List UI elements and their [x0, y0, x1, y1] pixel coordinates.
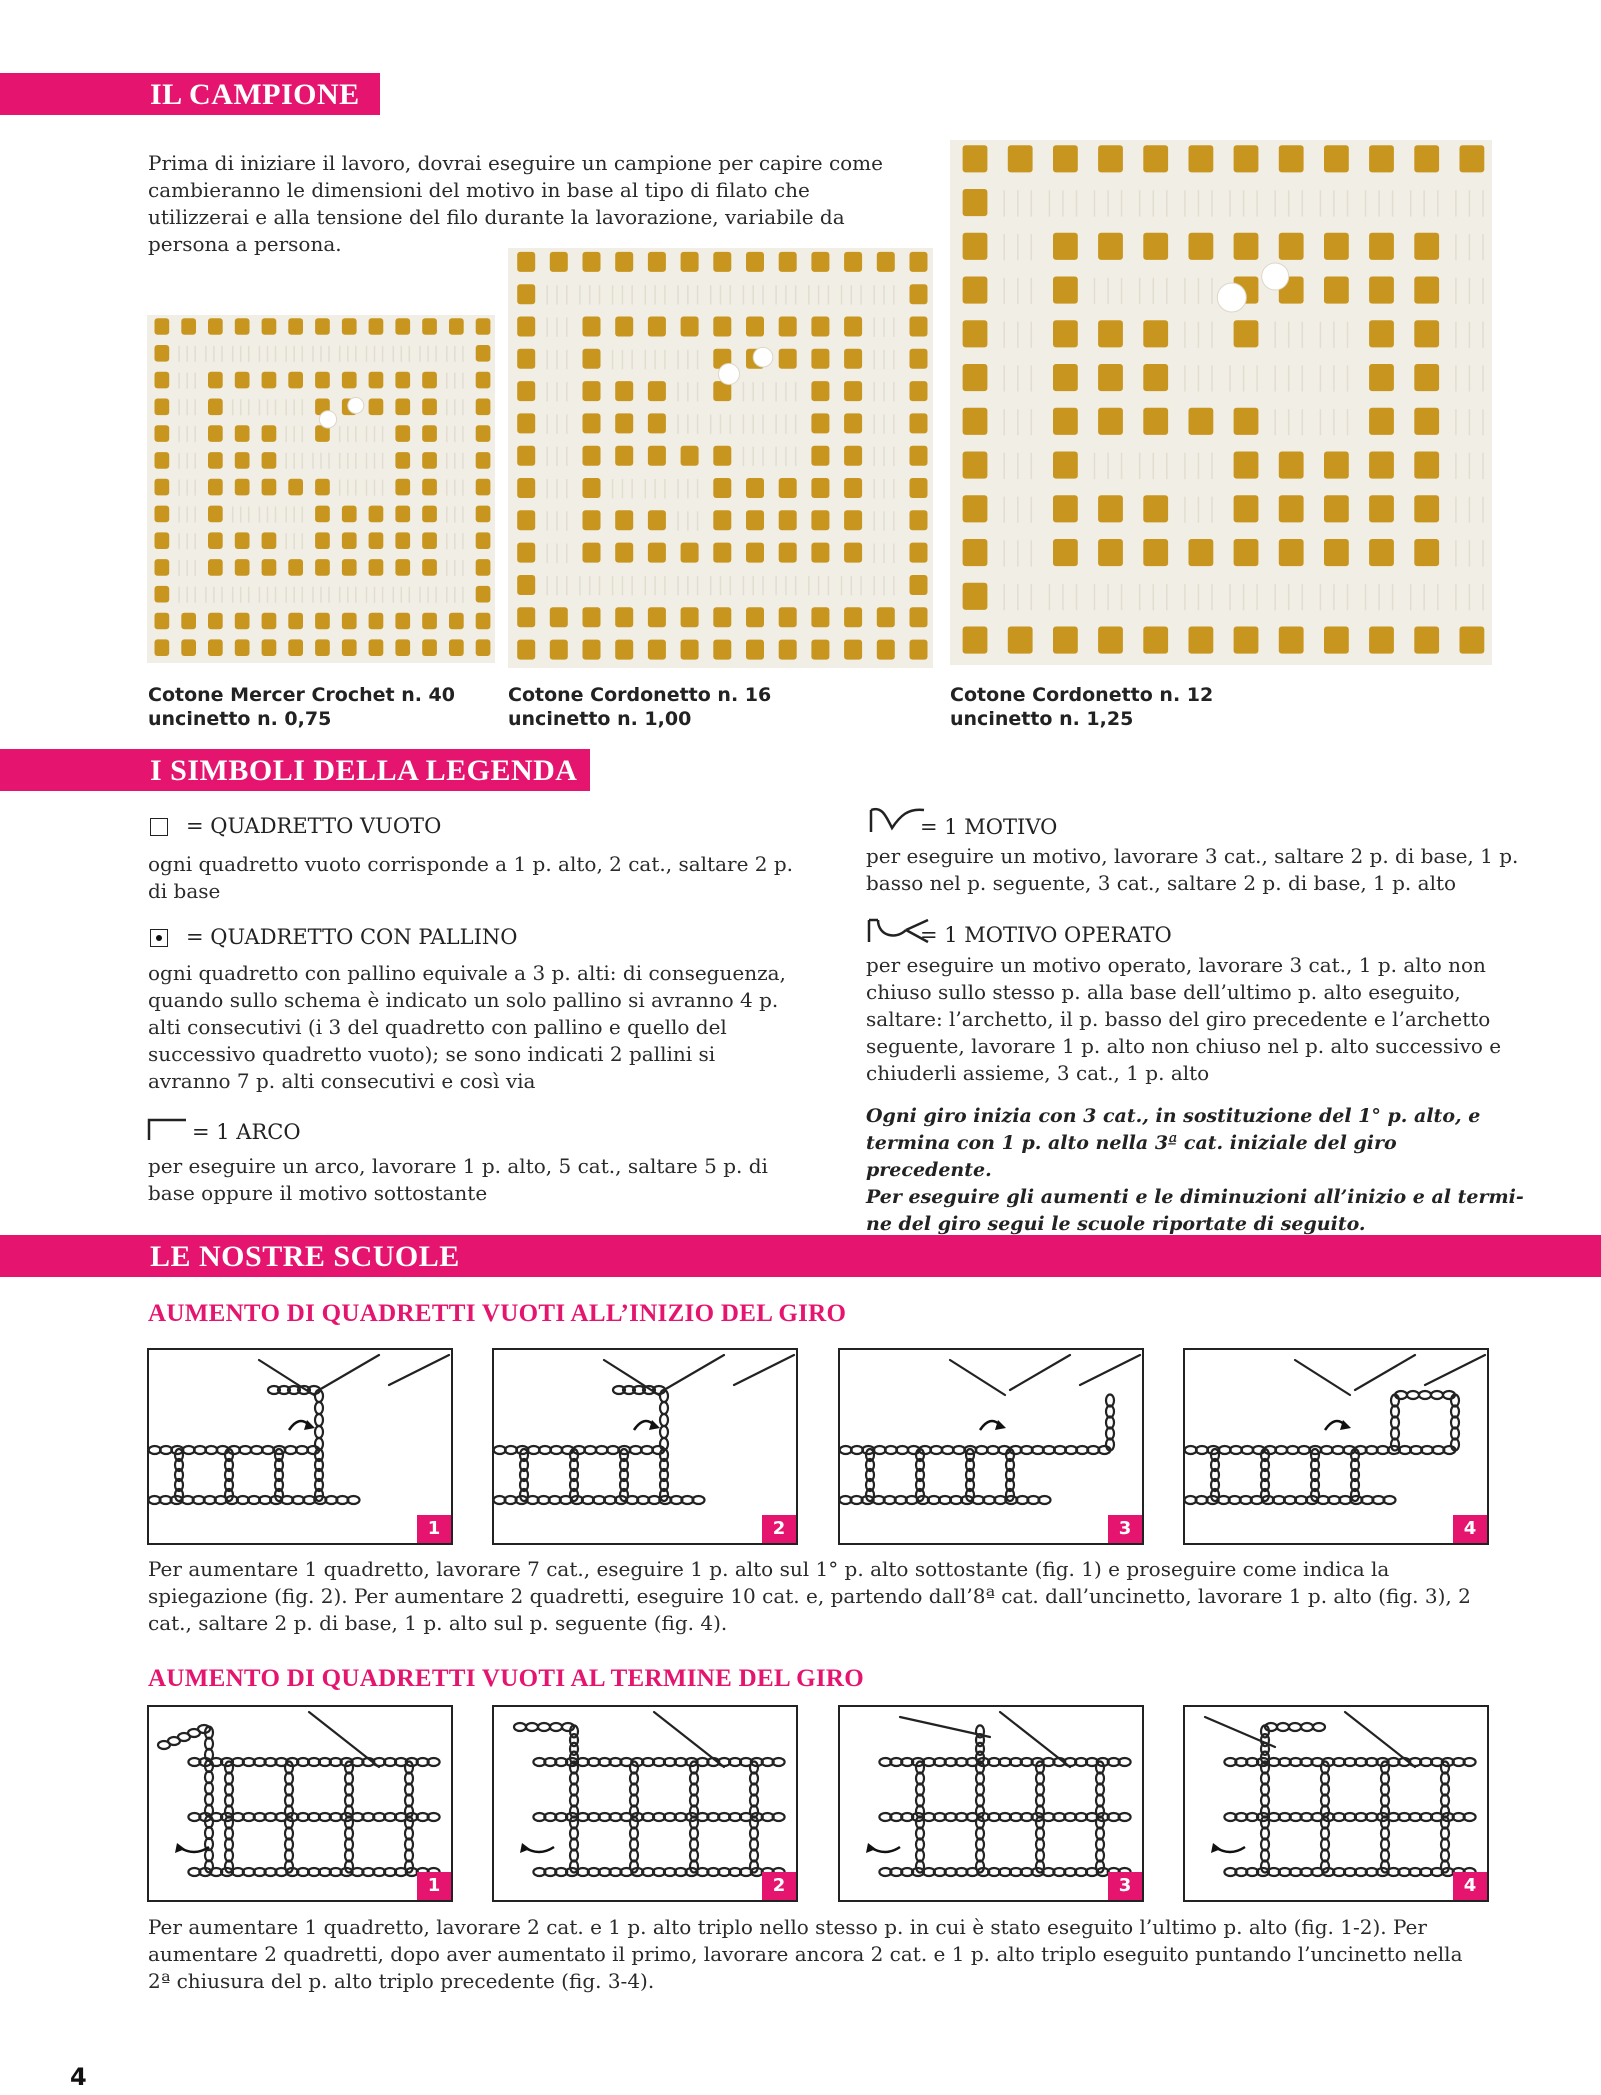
legend-text-motivo: per eseguire un motivo, lavorare 3 cat., saltare 2 p. di base, 1 p. basso nel p. seguente, 3 cat., saltare 2 p. di base, 1 p. alto: [866, 844, 1519, 895]
crochet-illustration: [494, 1350, 796, 1543]
crochet-illustration: [149, 1350, 451, 1543]
scuole-text-termine: Per aumentare 1 quadretto, lavorare 2 cat. e 1 p. alto triplo nello stesso p. in cui è stato eseguito l’ultimo p. alto (fig. 1-2). Per aumentare 2 quadretti, dopo aver aumentato il primo, lavorare ancora 2 cat. e 1 p. alto triplo eseguito puntando l’uncinetto nella 2ª chiusura del p. alto triplo precedente (fig. 3-4).: [148, 1915, 1463, 1993]
filet-swatch-image: [950, 140, 1492, 665]
figure-number: 2: [762, 1515, 796, 1543]
swatch-photo-3: [950, 140, 1492, 665]
legend-title-pallino: = QUADRETTO CON PALLINO: [186, 925, 518, 949]
empty-square-icon: [150, 818, 168, 836]
crochet-illustration: [149, 1707, 451, 1900]
section-header-simboli: [0, 749, 590, 791]
subsection-title-inizio: AUMENTO DI QUADRETTI VUOTI ALL’INIZIO DEL GIRO: [148, 1300, 847, 1327]
scuole-text-inizio: Per aumentare 1 quadretto, lavorare 7 cat., eseguire 1 p. alto sul 1° p. alto sottostante (fig. 1) e proseguire come indica la spiegazione (fig. 2). Per aumentare 2 quadretti, eseguire 10 cat. e, partendo dall’8ª cat. dall’uncinetto, lavorare 1 p. alto (fig. 3), 2 cat., saltare 2 p. di base, 1 p. alto sul p. seguente (fig. 4).: [148, 1557, 1471, 1635]
legend-text-arco: per eseguire un arco, lavorare 1 p. alto, 5 cat., saltare 5 p. di base oppure il motivo sottostante: [148, 1154, 768, 1205]
figure-number: 2: [762, 1872, 796, 1900]
section-title: I SIMBOLI DELLA LEGENDA: [150, 754, 578, 787]
page-number: 4: [70, 2063, 87, 2091]
motif-icon: [868, 806, 926, 834]
tutorial-figure: [1183, 1705, 1489, 1902]
tutorial-figure: [492, 1705, 798, 1902]
section-header-campione: [0, 73, 380, 115]
tutorial-figure: [147, 1348, 453, 1545]
tutorial-figure: [838, 1705, 1144, 1902]
section-title: IL CAMPIONE: [150, 78, 360, 111]
figure-number: 4: [1453, 1872, 1487, 1900]
figure-number: 1: [417, 1872, 451, 1900]
crochet-illustration: [1185, 1350, 1487, 1543]
legend-note: Ogni giro inizia con 3 cat., in sostituzione del 1° p. alto, e termina con 1 p. alto nella 3ª cat. iniziale del giro precedente. Per eseguire gli aumenti e le diminuzioni all’inizio e al termi- ne del giro segui le scuole riportate di seguito.: [866, 1105, 1524, 1235]
subsection-title-termine: AUMENTO DI QUADRETTI VUOTI AL TERMINE DEL GIRO: [148, 1665, 865, 1692]
dotted-square-icon: [150, 929, 168, 947]
filet-swatch-image: [508, 248, 933, 668]
campione-intro: Prima di iniziare il lavoro, dovrai eseguire un campione per capire come cambieranno le dimensioni del motivo in base al tipo di filato che utilizzerai e alla tensione del filo durante la lavorazione, variabile da persona a persona.: [148, 151, 883, 256]
legend-text-pallino: ogni quadretto con pallino equivale a 3 p. alti: di conseguenza, quando sullo schema è indicato un solo pallino si avranno 4 p. alti consecutivi (i 3 del quadretto con pallino e quello del successivo quadretto vuoto); se sono indicati 2 pallini si avranno 7 p. alti consecutivi e così via: [148, 961, 786, 1093]
section-header-scuole: [0, 1235, 1601, 1277]
tutorial-figure: [1183, 1348, 1489, 1545]
crochet-illustration: [840, 1350, 1142, 1543]
swatch-caption-2: Cotone Cordonetto n. 16 uncinetto n. 1,00: [508, 684, 772, 730]
arch-icon: [146, 1116, 188, 1142]
filet-swatch-image: [147, 315, 495, 663]
crochet-illustration: [494, 1707, 796, 1900]
tutorial-figure: [492, 1348, 798, 1545]
legend-title-motivo-operato: = 1 MOTIVO OPERATO: [920, 923, 1172, 947]
figure-number: 3: [1108, 1515, 1142, 1543]
legend-text-vuoto: ogni quadretto vuoto corrisponde a 1 p. alto, 2 cat., saltare 2 p. di base: [148, 852, 794, 903]
tutorial-figure: [838, 1348, 1144, 1545]
swatch-photo-2: [508, 248, 933, 668]
swatch-photo-1: [147, 315, 495, 663]
figure-number: 1: [417, 1515, 451, 1543]
swatch-caption-3: Cotone Cordonetto n. 12 uncinetto n. 1,25: [950, 684, 1214, 730]
legend-title-motivo: = 1 MOTIVO: [920, 815, 1058, 839]
figure-number: 3: [1108, 1872, 1142, 1900]
crochet-illustration: [840, 1707, 1142, 1900]
crochet-illustration: [1185, 1707, 1487, 1900]
legend-text-motivo-operato: per eseguire un motivo operato, lavorare 3 cat., 1 p. alto non chiuso sullo stesso p. alla base dell’ultimo p. alto eseguito, saltare: l’archetto, il p. basso del giro precedente e l’archetto seguente, lavorare 1 p. alto non chiuso nel p. alto successivo e chiuderli assieme, 3 cat., 1 p. alto: [866, 953, 1502, 1085]
legend-title-vuoto: = QUADRETTO VUOTO: [186, 814, 442, 838]
section-title: LE NOSTRE SCUOLE: [150, 1240, 460, 1273]
figure-number: 4: [1453, 1515, 1487, 1543]
legend-title-arco: = 1 ARCO: [192, 1120, 301, 1144]
tutorial-figure: [147, 1705, 453, 1902]
swatch-caption-1: Cotone Mercer Crochet n. 40 uncinetto n. 0,75: [148, 684, 455, 730]
